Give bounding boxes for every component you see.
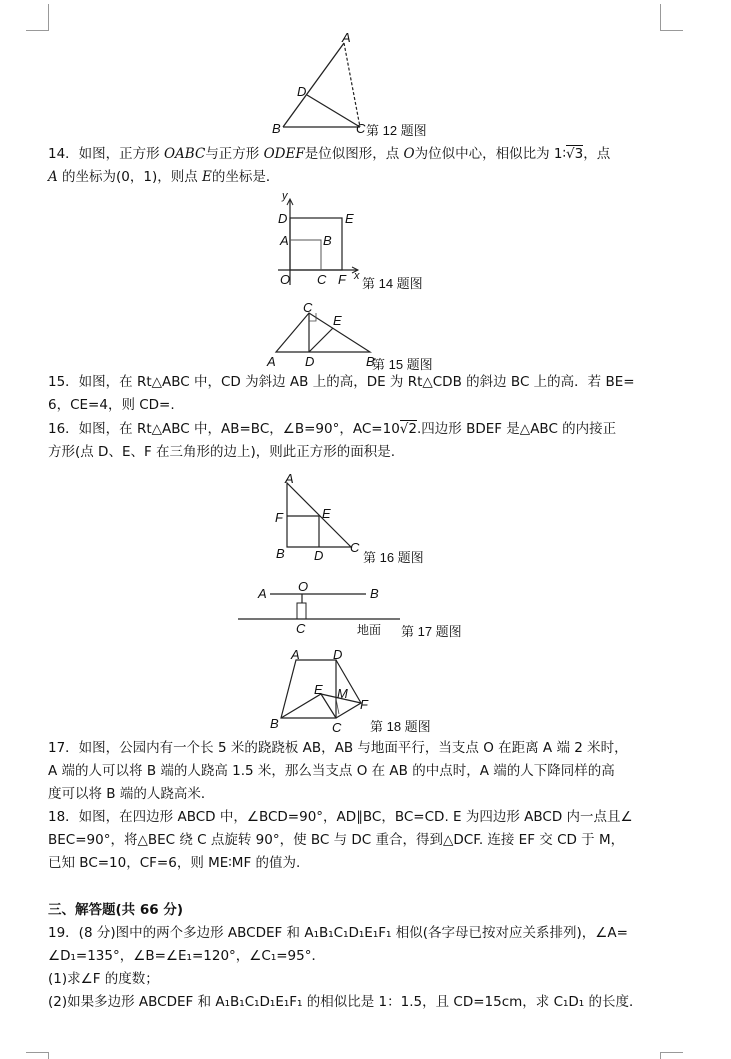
fig16-label-C: C <box>350 540 360 555</box>
q19-line-3: (1)求∠F 的度数； <box>48 971 159 987</box>
fig18-label-M: M <box>337 686 348 701</box>
fig14-label-B: B <box>323 233 332 248</box>
fig14-label-O: O <box>280 272 291 287</box>
fig18-label-F: F <box>360 697 368 712</box>
fig16-label-D: D <box>314 548 324 563</box>
fig15-label-A: A <box>267 354 276 369</box>
q19-line-4: (2)如果多边形 ABCDEF 和 A₁B₁C₁D₁E₁F₁ 的相似比是 1：1.5，且 CD=15cm，求 C₁D₁ 的长度． <box>48 994 643 1010</box>
fig14-label-x: x <box>354 270 360 282</box>
fig18-label-B: B <box>270 716 279 731</box>
q18-line-2: BEC=90°，将△BEC 绕 C 点旋转 90°，使 BC 与 DC 重合，得到△DCF. 连接 EF 交 CD 于 M， <box>48 832 625 848</box>
fig12-label-B: B <box>272 121 281 136</box>
fig12-label-A: A <box>342 30 351 45</box>
fig15-label-D: D <box>305 354 315 369</box>
fig14-label-C: C <box>317 272 327 287</box>
fig16-label-E: E <box>322 506 331 521</box>
fig14-caption: 第 14 题图 <box>362 276 423 291</box>
fig17-label-O: O <box>298 579 309 594</box>
fig17-label-A: A <box>258 586 267 601</box>
q19-line-2: ∠D₁=135°，∠B=∠E₁=120°，∠C₁=95°． <box>48 948 325 964</box>
fig17-caption: 第 17 题图 <box>401 624 462 639</box>
fig14-label-E: E <box>345 211 354 226</box>
q17-line-2: A 端的人可以将 B 端的人跷高 1.5 米，那么当支点 O 在 AB 的中点时，A 端的人下降同样的高 <box>48 763 615 779</box>
q19-line-1: 19．(8 分)图中的两个多边形 ABCDEF 和 A₁B₁C₁D₁E₁F₁ 相似(各字母已按对应关系排列)，∠A= <box>48 925 628 941</box>
fig17-label-C: C <box>296 621 306 636</box>
fig17-label-B: B <box>370 586 379 601</box>
fig16-caption: 第 16 题图 <box>363 550 424 565</box>
fig16-label-A: A <box>285 471 294 486</box>
q17-line-1: 17．如图，公园内有一个长 5 米的跷跷板 AB，AB 与地面平行，当支点 O 在距离 A 端 2 米时， <box>48 740 628 756</box>
fig16-label-F: F <box>275 510 283 525</box>
q16-line-2: 方形(点 D、E、F 在三角形的边上)，则此正方形的面积是. <box>48 444 396 460</box>
fig15-label-C: C <box>303 300 313 315</box>
fig15-label-E: E <box>333 313 342 328</box>
fig14-label-A: A <box>280 233 289 248</box>
fig18-caption: 第 18 题图 <box>370 719 431 734</box>
q17-line-3: 度可以将 B 端的人跷高米． <box>48 786 215 802</box>
q18-line-3: 已知 BC=10，CF=6，则 ME∶MF 的值为. <box>48 855 301 871</box>
fig14-label-D: D <box>278 211 288 226</box>
q14-line-1: 14．如图，正方形 OABC与正方形 ODEF是位似图形，点 O为位似中心，相似比为 1∶√3，点 <box>48 146 611 162</box>
fig12-caption: 第 12 题图 <box>366 123 427 138</box>
fig17-ground-label: 地面 <box>357 623 382 637</box>
fig15-caption: 第 15 题图 <box>372 357 433 372</box>
fig12-label-D: D <box>297 84 307 99</box>
section-title: 三、解答题(共 66 分) <box>48 902 184 918</box>
fig18-label-E: E <box>314 682 323 697</box>
q15-line-2: 6，CE=4，则 CD=. <box>48 397 175 413</box>
fig18-label-D: D <box>333 647 343 662</box>
fig14-label-y: y <box>282 190 288 202</box>
q14-line-2: A 的坐标为(0，1)，则点 E的坐标是． <box>48 169 280 185</box>
sqrt-sign: √3 <box>566 146 584 162</box>
fig18-label-A: A <box>291 647 300 662</box>
q16-line-1: 16．如图，在 Rt△ABC 中，AB=BC，∠B=90°，AC=10√2.四边形 BDEF 是△ABC 的内接正 <box>48 421 617 437</box>
fig12-label-C: C <box>356 121 366 136</box>
q15-line-1: 15．如图，在 Rt△ABC 中，CD 为斜边 AB 上的高，DE 为 Rt△CDB 的斜边 BC 上的高．若 BE= <box>48 374 635 390</box>
q18-line-1: 18．如图，在四边形 ABCD 中，∠BCD=90°，AD∥BC，BC=CD. E 为四边形 ABCD 内一点且∠ <box>48 809 633 825</box>
fig14-label-F: F <box>338 272 346 287</box>
fig15-label-B: B <box>366 354 375 369</box>
fig16-label-B: B <box>276 546 285 561</box>
sqrt-sign: √2 <box>399 421 417 437</box>
fig18-label-C: C <box>332 720 342 735</box>
